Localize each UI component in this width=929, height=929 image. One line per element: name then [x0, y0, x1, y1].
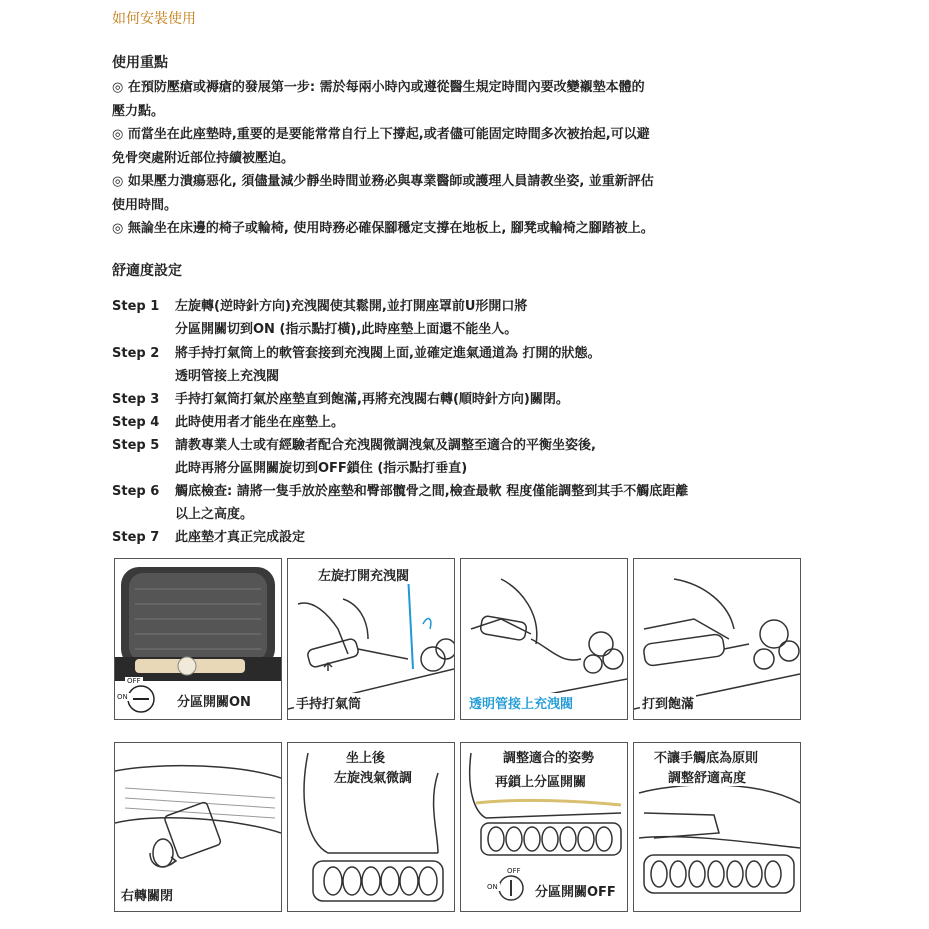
step-text: 此時使用者才能坐在座墊上。	[175, 415, 345, 430]
usage-line: 免骨突處附近部位持續被壓迫。	[112, 150, 295, 166]
step-text: 左旋轉(逆時針方向)充洩閥使其鬆開,並打開座罩前U形開口將	[175, 299, 528, 314]
panel-open-valve	[287, 558, 455, 720]
step-label: Step 1	[112, 299, 160, 314]
panel-bottom-check	[633, 742, 801, 912]
panel-caption-top: 左旋打開充洩閥	[316, 565, 411, 584]
step-1-cont: 分區開關切到ON (指示點打橫),此時座墊上面還不能坐人。	[175, 322, 518, 337]
usage-line: ◎ 如果壓力潰瘍惡化, 須儘量減少靜坐時間並務必與專業醫師或護理人員請教坐姿, 並重新評估	[112, 174, 654, 189]
panel-caption: 透明管接上充洩閥	[467, 693, 575, 712]
panel-pump-full	[633, 558, 801, 720]
step-text: 觸底檢查: 請將一隻手放於座墊和臀部髖骨之間,檢查最軟 程度僅能調整到其手不觸底距離	[175, 484, 689, 499]
usage-line: 使用時間。	[112, 197, 178, 213]
step-text: 請教專業人士或有經驗者配合充洩閥微調洩氣及調整至適合的平衡坐姿後,	[175, 438, 596, 453]
step-1	[112, 295, 527, 318]
panel-connect-tube	[460, 558, 628, 720]
panel-lock-switch	[460, 742, 628, 912]
switch-on-label: ON	[117, 693, 128, 701]
step-6-cont: 以上之高度。	[175, 507, 254, 522]
step-label: Step 7	[112, 530, 160, 545]
step-label: Step 6	[112, 484, 160, 499]
step-2-cont: 透明管接上充洩閥	[175, 369, 280, 384]
panel-caption: 右轉關閉	[119, 885, 175, 904]
panel-switch-on	[114, 558, 282, 720]
switch-off-label: OFF	[127, 677, 141, 685]
panel-caption: 分區開關ON	[175, 691, 253, 710]
step-text: 手持打氣筒打氣於座墊直到飽滿,再將充洩閥右轉(順時針方向)關閉。	[175, 392, 569, 407]
usage-line: 壓力點。	[112, 103, 165, 119]
step-5	[112, 434, 596, 457]
step-6	[112, 480, 688, 503]
usage-line: ◎ 在預防壓瘡或褥瘡的發展第一步: 需於每兩小時內或遵從醫生規定時間內要改變襯墊本體的	[112, 80, 645, 95]
switch-on-label: ON	[487, 883, 498, 891]
step-text: 將手持打氣筒上的軟管套接到充洩閥上面,並確定進氣通道為 打開的狀態。	[175, 346, 601, 361]
step-7	[112, 526, 305, 549]
panel-caption-top: 左旋洩氣微調	[332, 767, 414, 786]
step-label: Step 3	[112, 392, 160, 407]
panel-caption-top: 調整舒適高度	[666, 767, 748, 786]
panel-caption-top: 坐上後	[344, 747, 387, 766]
panel-caption-top: 調整適合的姿勢	[501, 747, 596, 766]
comfort-heading: 舒適度設定	[112, 263, 182, 279]
page-title: 如何安裝使用	[112, 11, 196, 27]
panel-caption: 打到飽滿	[640, 693, 696, 712]
step-3	[112, 388, 569, 411]
panel-caption-top: 不讓手觸底為原則	[652, 747, 760, 766]
switch-off-label: OFF	[507, 867, 521, 875]
panel-caption-top: 再鎖上分區開關	[493, 771, 588, 790]
panel-caption: 分區開關OFF	[533, 881, 618, 900]
panel-close-valve	[114, 742, 282, 912]
step-label: Step 4	[112, 415, 160, 430]
step-5-cont: 此時再將分區開關旋切到OFF鎖住 (指示點打垂直)	[175, 461, 468, 476]
usage-heading: 使用重點	[112, 55, 168, 71]
step-4	[112, 411, 344, 434]
panel-sit-adjust	[287, 742, 455, 912]
step-text: 此座墊才真正完成設定	[175, 530, 306, 545]
step-2	[112, 342, 600, 365]
panel-caption: 手持打氣筒	[294, 693, 363, 712]
step-label: Step 5	[112, 438, 160, 453]
usage-list	[112, 76, 802, 241]
step-label: Step 2	[112, 346, 160, 361]
usage-line: ◎ 而當坐在此座墊時,重要的是要能常常自行上下撐起,或者儘可能固定時間多次被抬起,可以避	[112, 127, 650, 142]
usage-line: ◎ 無論坐在床邊的椅子或輪椅, 使用時務必確保腳穩定支撐在地板上, 腳凳或輪椅之腳踏被上。	[112, 221, 654, 236]
